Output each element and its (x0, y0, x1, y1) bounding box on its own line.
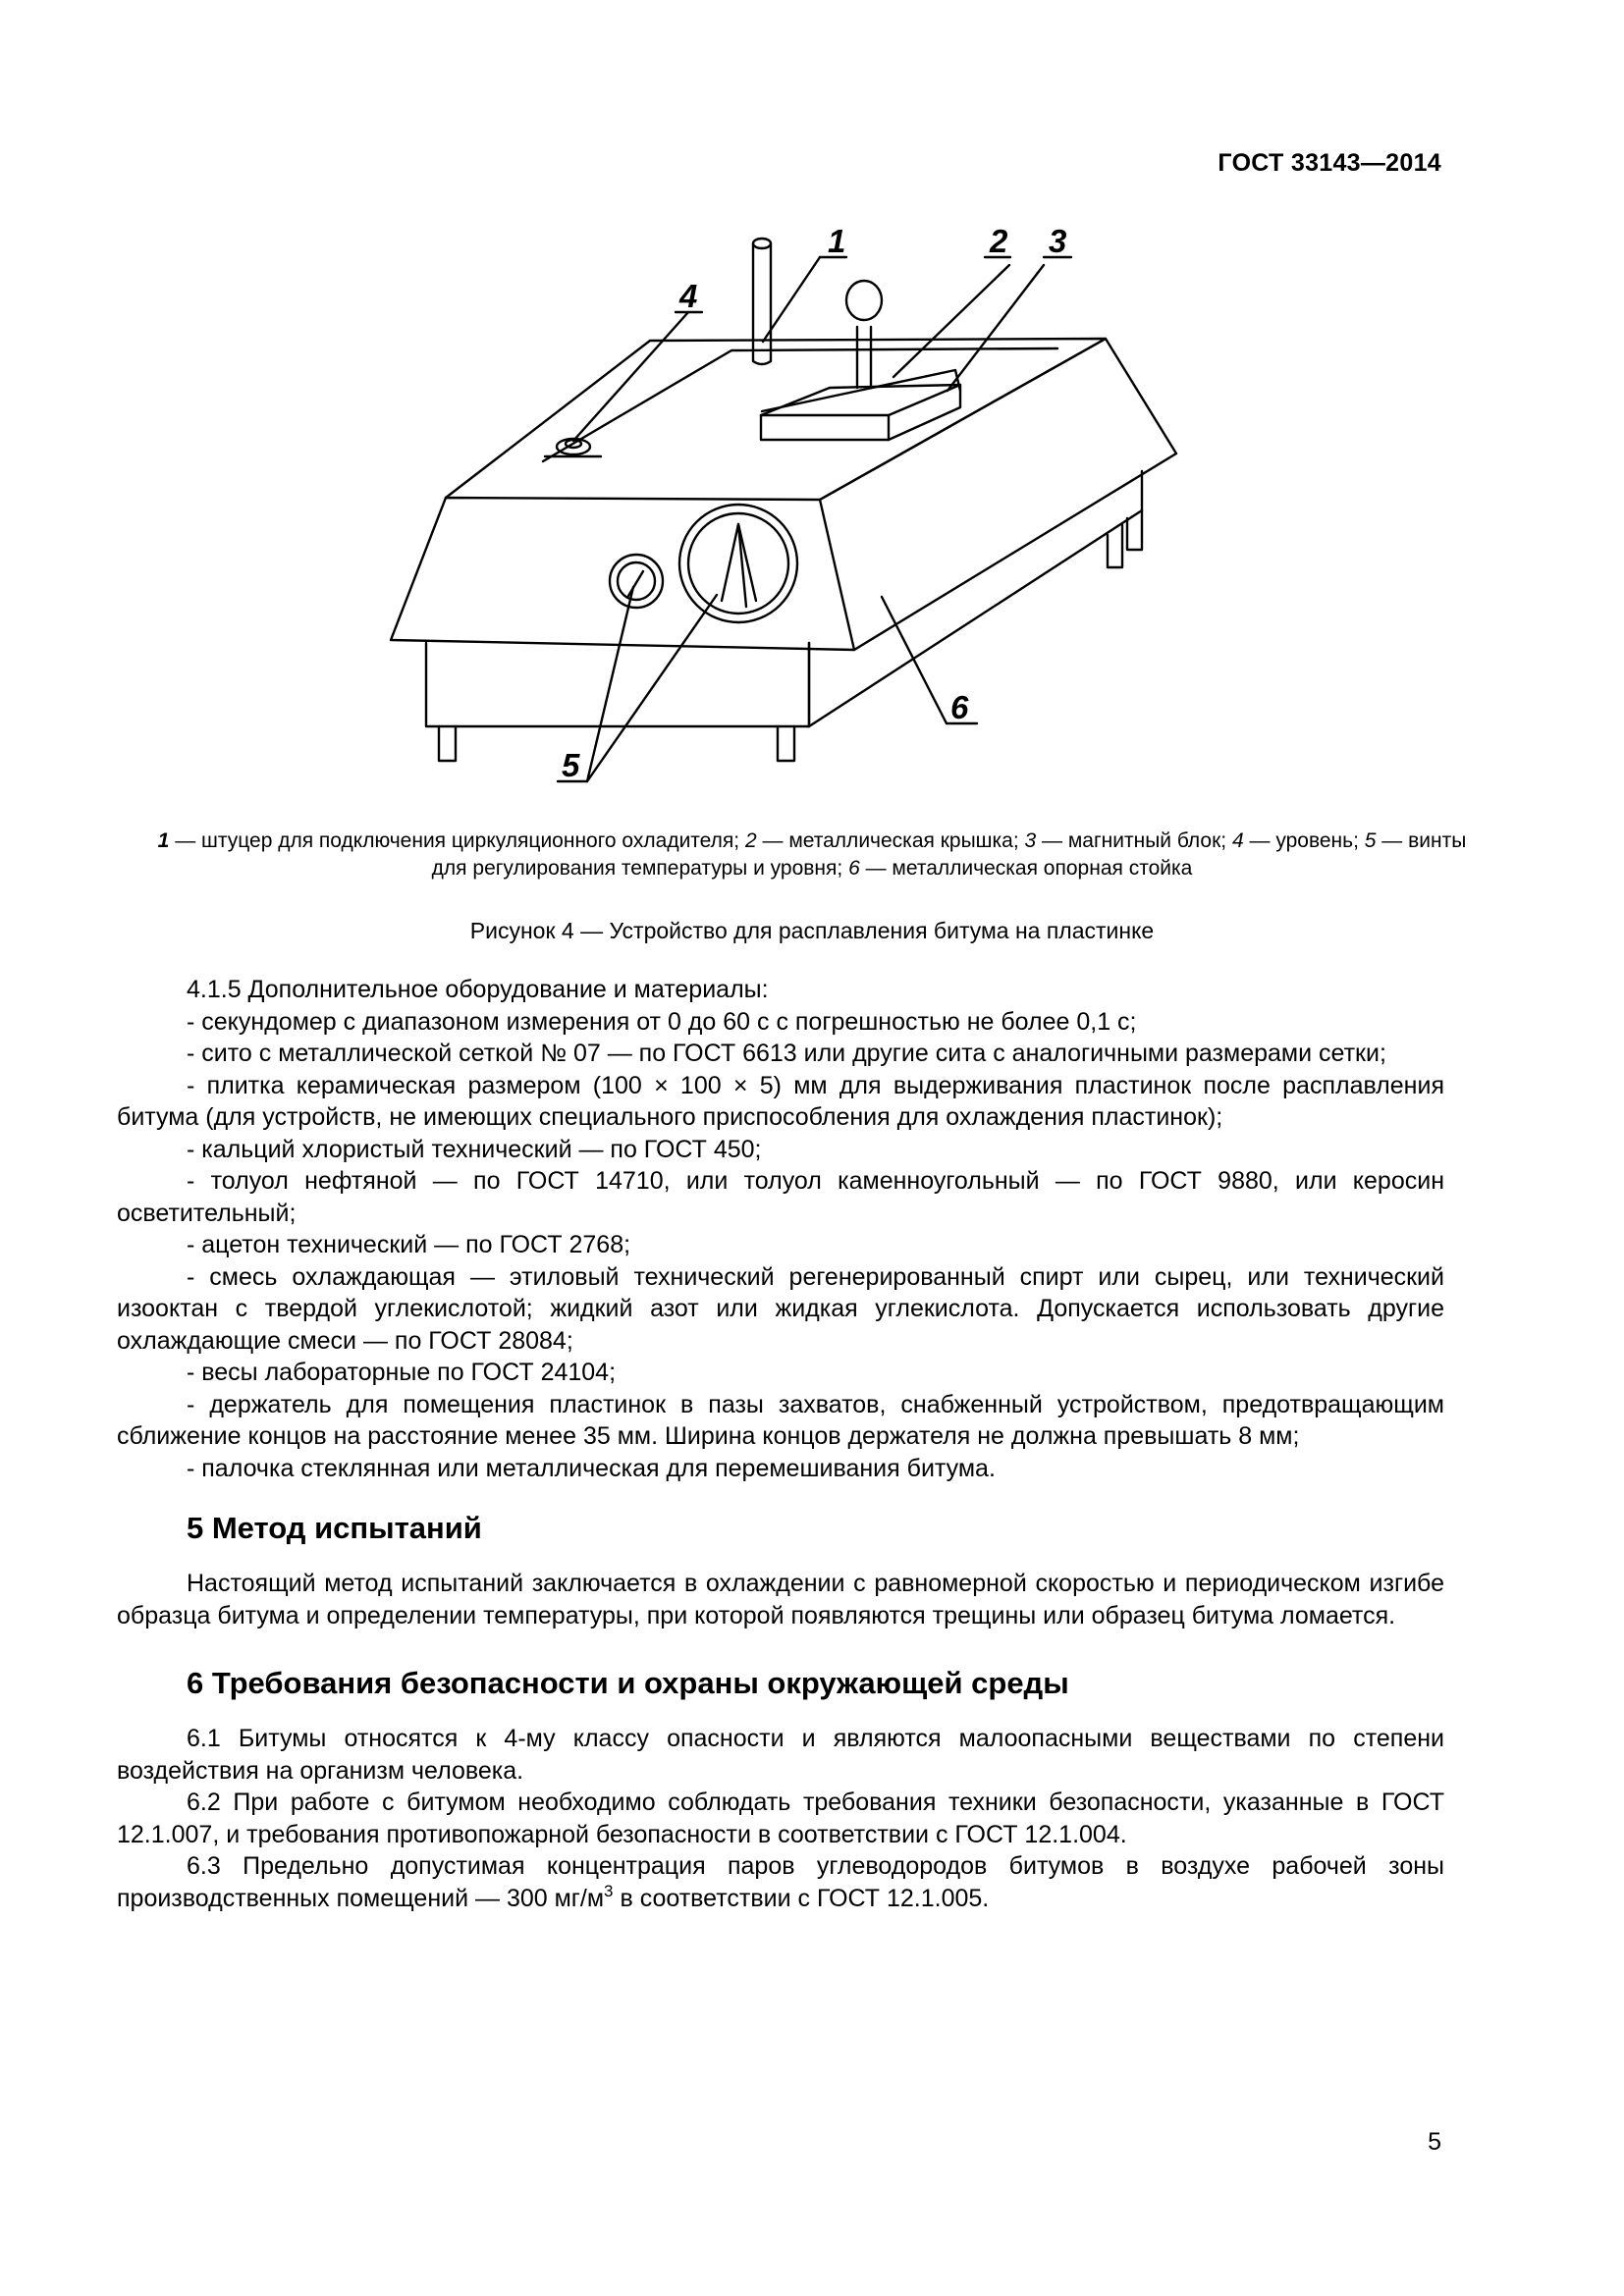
figure-caption: Рисунок 4 — Устройство для расплавления битума на пластинке (469, 918, 1155, 943)
callout-5: 5 (562, 747, 580, 783)
legend-text: — уровень; (1243, 829, 1365, 852)
clause-6-3-text: 6.3 Предельно допустимая концентрация паров углеводородов битумов в воздухе рабочей зоны производственных помещений — 300 мг/м (117, 1852, 1444, 1912)
callout-3: 3 (1049, 223, 1067, 259)
list-item: - сито с металлической сеткой № 07 — по ГОСТ 6613 или другие сита с аналогичными размерами сетки; (187, 1040, 1386, 1067)
legend-num: 5 (1364, 829, 1377, 852)
list-item: - секундомер с диапазоном измерения от 0 до 60 с с погрешностью не более 0,1 с; (187, 1007, 1137, 1036)
callout-4: 4 (679, 278, 698, 314)
list-item: - ацетон технический — по ГОСТ 2768; (187, 1231, 631, 1258)
legend-text: — магнитный блок; (1036, 829, 1232, 852)
list-item: - кальций хлористый технический — по ГОСТ 450; (187, 1135, 762, 1163)
legend-text: — винты для регулирования температуры и уровня; (431, 829, 1467, 880)
clause-6-3 (117, 1850, 1444, 1914)
legend-text: — металлическая опорная стойка (859, 857, 1193, 880)
clause-4-1-5: 4.1.5 Дополнительное оборудование и материалы: (187, 976, 769, 1003)
legend-text: — штуцер для подключения циркуляционного охладителя; (169, 829, 745, 852)
section-5-heading: 5 Метод испытаний (187, 1511, 482, 1545)
superscript: 3 (604, 1881, 614, 1900)
list-item: - держатель для помещения пластинок в пазы захватов, снабженный устройством, предотвращающим сближение концов на расстояние менее 35 мм. Ширина концов держателя не должна превышать 8 мм; (117, 1390, 1444, 1450)
main-text (117, 974, 1444, 1914)
callout-6: 6 (950, 689, 969, 725)
page-number: 5 (1428, 2128, 1441, 2156)
list-item: - толуол нефтяной — по ГОСТ 14710, или толуол каменноугольный — по ГОСТ 9880, или керосин осветительный; (117, 1167, 1444, 1227)
section-5-text: Настоящий метод испытаний заключается в охлаждении с равномерной скоростью и периодическом изгибе образца битума и определении температуры, при которой появляются трещины или образец битума ломается. (117, 1570, 1444, 1629)
list-item: - палочка стеклянная или металлическая для перемешивания битума. (187, 1454, 996, 1482)
legend-text: — металлическая крышка; (756, 829, 1025, 852)
callout-1: 1 (828, 223, 846, 259)
figure-legend (137, 828, 1487, 882)
legend-num: 6 (848, 857, 860, 880)
clause-6-3-tail: в соответствии с ГОСТ 12.1.005. (613, 1884, 990, 1912)
legend-num: 4 (1231, 829, 1244, 852)
document-id: ГОСТ 33143—2014 (1218, 149, 1441, 177)
clause-6-1: 6.1 Битумы относятся к 4-му классу опасности и являются малоопасными веществами по степени воздействия на организм человека. (117, 1725, 1444, 1785)
device-line-drawing (373, 216, 1198, 805)
section-6-heading: 6 Требования безопасности и охраны окружающей среды (187, 1666, 1069, 1700)
list-item: - весы лабораторные по ГОСТ 24104; (187, 1359, 617, 1386)
clause-6-2: 6.2 При работе с битумом необходимо соблюдать требования техники безопасности, указанные в ГОСТ 12.1.007, и требования противопожарной безопасности в соответствии с ГОСТ 12.1.004. (117, 1789, 1444, 1848)
list-item: - смесь охлаждающая — этиловый технический регенерированный спирт или сырец, или технический изооктан с твердой углекислотой; жидкий азот или жидкая углекислота. Допускается использовать другие охлаждающие смеси — по ГОСТ 28084; (117, 1262, 1444, 1355)
legend-num: 1 (157, 829, 170, 852)
legend-num: 2 (744, 829, 757, 852)
callout-2: 2 (990, 223, 1008, 259)
list-item: - плитка керамическая размером (100 × 100 × 5) мм для выдерживания пластинок после расплавления битума (для устройств, не имеющих специального приспособления для охлаждения пластинок); (117, 1071, 1444, 1131)
legend-num: 3 (1024, 829, 1037, 852)
figure-4-device-drawing (373, 216, 1198, 805)
